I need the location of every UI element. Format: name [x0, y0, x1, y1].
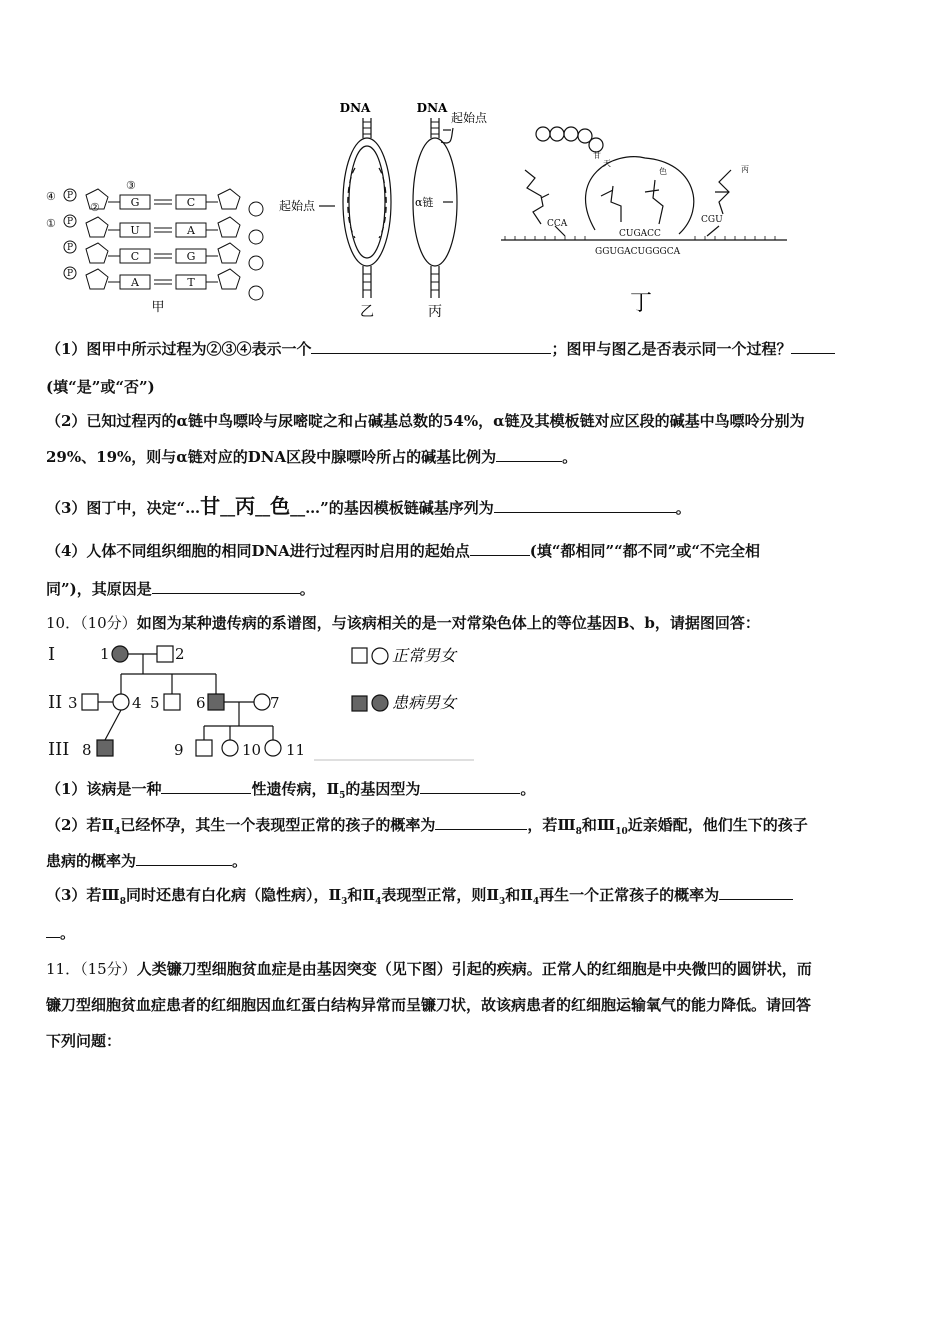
answer-blank[interactable] [496, 447, 562, 462]
generation-label: II [48, 692, 63, 713]
q10-stem: 10．（10分）如图为某种遗传病的系谱图，与该病相关的是一对常染色体上的等位基因B、b，请据图回答： [46, 614, 760, 632]
amino-acid-glyph: 甘 [200, 494, 221, 518]
q9-part2-cont: 29%、19%，则与α链对应的DNA区段中腺嘌呤所占的碱基比例为 。 [46, 448, 578, 466]
q9-part3: （3）图丁中，决定“…甘__丙__色__…”的基因模板链碱基序列为 。 [46, 494, 691, 518]
marker-2: ② [90, 201, 100, 214]
answer-blank[interactable] [719, 885, 793, 900]
figure-caption-ding: 丁 [629, 291, 653, 316]
figure-ding [495, 118, 790, 318]
base-left: A [131, 276, 139, 289]
individual-id: 5 [150, 694, 160, 712]
legend-affected: 患病男女 [392, 693, 457, 712]
origin-label: 起始点 [279, 199, 316, 213]
amino-acid-gly: 甘 [593, 151, 601, 160]
q11-line3: 下列问题： [46, 1032, 122, 1050]
figure-yi [275, 98, 405, 320]
amino-acid-glyph: 色 [270, 494, 291, 518]
generation-label: I [48, 644, 56, 665]
individual-id: 6 [196, 694, 206, 712]
base-left: U [130, 224, 140, 237]
q11-line2: 镰刀型细胞贫血症患者的红细胞因血红蛋白结构异常而呈镰刀状，故该病患者的红细胞运输氧气的能力降低。请回答 [46, 996, 812, 1014]
trna-anticodon-2: CUGACC [619, 229, 661, 239]
q9-part4-cont: 同”)，其原因是 。 [46, 580, 315, 598]
figure-caption-yi: 乙 [360, 304, 374, 320]
amino-acid-asp: 天 [603, 159, 611, 168]
trna-anticodon-1: CCA [547, 219, 568, 229]
answer-blank[interactable] [470, 541, 530, 556]
answer-blank[interactable] [435, 815, 527, 830]
amino-acid-ala: 丙 [741, 165, 749, 174]
phosphate-label: P [66, 269, 74, 279]
individual-id: 7 [270, 694, 280, 712]
q9-part1-note: (填“是”或“否”) [46, 378, 155, 396]
answer-blank[interactable] [420, 779, 520, 794]
phosphate-label: P [66, 191, 74, 201]
phosphate-label: P [66, 217, 74, 227]
base-right: C [186, 196, 196, 209]
individual-id: 2 [175, 645, 185, 663]
figure-caption-bing: 丙 [428, 304, 442, 320]
figure-bing [405, 98, 505, 320]
individual-id: 11 [286, 741, 306, 759]
q9-part2: （2）已知过程丙的α链中鸟嘌呤与尿嘧啶之和占碱基总数的54%，α链及其模板链对应区段的碱基中鸟嘌呤分别为 [46, 412, 805, 430]
base-right: G [186, 250, 196, 263]
trna-anticodon-3: CGU [701, 215, 723, 225]
base-right: A [187, 224, 195, 237]
marker-1: ① [46, 217, 56, 230]
dna-label: DNA [339, 101, 371, 115]
answer-blank[interactable] [791, 339, 835, 354]
origin-label: 起始点 [451, 111, 488, 125]
pedigree-chart [44, 640, 484, 765]
base-left: G [130, 196, 140, 209]
marker-3: ③ [126, 179, 136, 192]
q10-part1: （1）该病是一种 性遗传病，$Ⅱ_5$的基因型为 。 [46, 780, 536, 801]
figure-caption-jia: 甲 [151, 300, 165, 315]
q9-part1: （1）图甲中所示过程为②③④表示一个 ；图甲与图乙是否表示同一个过程？ [46, 338, 835, 359]
answer-blank[interactable] [494, 498, 676, 513]
phosphate-label: P [66, 243, 74, 253]
q10-part2-cont: 患病的概率为 。 [46, 852, 248, 870]
generation-label: III [48, 739, 70, 760]
individual-id: 9 [174, 741, 184, 759]
q10-part3: （3）若$Ⅲ_8$同时还患有白化病（隐性病），$Ⅱ_3$和$Ⅱ_4$表现型正常，则$Ⅱ_3$和$Ⅱ_4$再生一个正常孩子的概率为 [46, 884, 793, 907]
q10-part3-cont: 。 [46, 922, 75, 943]
dna-label: DNA [416, 101, 448, 115]
individual-id: 4 [132, 694, 142, 712]
q10-part2: （2）若$Ⅱ_4$已经怀孕，其生一个表现型正常的孩子的概率为 ，若$Ⅲ_8$和$Ⅲ_{10}$近亲婚配，他们生下的孩子 [46, 816, 808, 837]
figure-jia [40, 175, 280, 315]
amino-acid-trp: 色 [659, 167, 667, 176]
answer-blank[interactable] [46, 923, 60, 938]
answer-blank[interactable] [161, 779, 251, 794]
individual-id: 3 [68, 694, 78, 712]
answer-blank[interactable] [136, 851, 232, 866]
individual-id: 1 [100, 645, 110, 663]
mrna-sequence: GGUGACUGGGCA [595, 247, 681, 257]
amino-acid-glyph: 丙 [235, 494, 256, 518]
strand-label: α链 [415, 196, 434, 209]
q9-part4: （4）人体不同组织细胞的相同DNA进行过程丙时启用的起始点 (填“都相同”“都不同”或“不完全相 [46, 542, 761, 560]
base-right: T [187, 276, 195, 289]
marker-4: ④ [46, 190, 56, 203]
base-left: C [130, 250, 140, 263]
individual-id: 8 [82, 741, 92, 759]
answer-blank[interactable] [311, 339, 551, 354]
answer-blank[interactable] [152, 579, 300, 594]
q11-line1: 11．（15分）人类镰刀型细胞贫血症是由基因突变（见下图）引起的疾病。正常人的红细胞是中央微凹的圆饼状，而 [46, 960, 812, 978]
individual-id: 10 [242, 741, 262, 759]
legend-normal: 正常男女 [392, 646, 457, 665]
